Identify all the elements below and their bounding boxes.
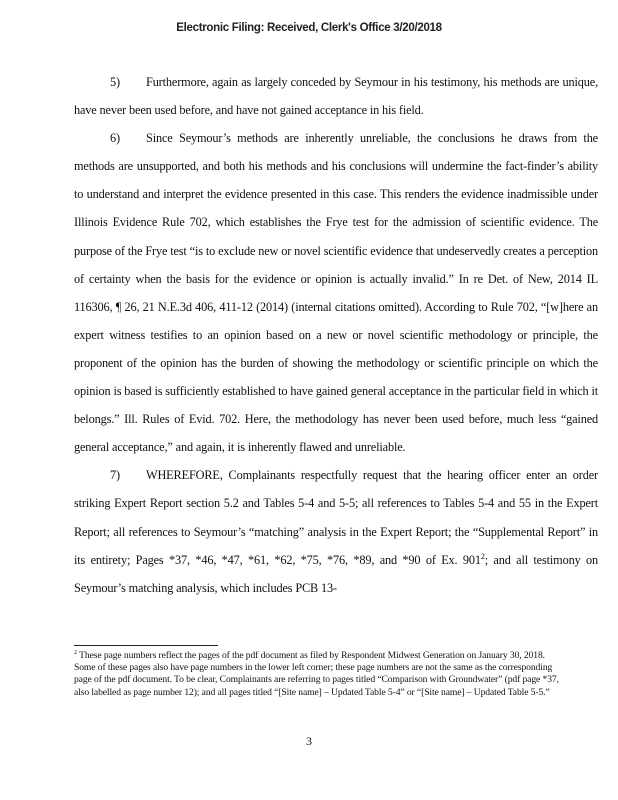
footnote-marker: 2: [74, 648, 78, 656]
paragraph-text: Furthermore, again as largely conceded by Seymour in his testimony, his methods are unique, have never been used before, and have not gained acceptance in his field.: [74, 75, 598, 118]
filing-stamp-header: Electronic Filing: Received, Clerk's Office 3/20/2018: [176, 22, 442, 34]
paragraph-text: WHEREFORE, Complainants respectfully request that the hearing officer enter an order striking Expert Report section 5.2 and Tables 5-4 and 5-5; all references to Tables 5-4 and 55 in the Expert Report; all references to Seymour’s “matching” analysis in the Expert Report; the “Supplemental Report” in its entirety; Pages *37, *46, *47, *61, *62, *75, *76, *89, and *90 of Ex. 901: [74, 468, 598, 567]
footnote: [74, 650, 566, 699]
paragraph-6: [74, 124, 598, 461]
document-body: [74, 68, 598, 602]
paragraph-text-continued: ; and all testimony on Seymour’s matching analysis, which includes PCB 13-: [74, 552, 598, 595]
paragraph-text: Since Seymour’s methods are inherently unreliable, the conclusions he draws from the methods are unsupported, and both his methods and his conclusions will undermine the fact-finder’s ability to understand and interpret the evidence presented in this case. This renders the evidence inadmissible under Illinois Evidence Rule 702, which establishes the Frye test for the admission of scientific evidence. The purpose of the Frye test “is to exclude new or novel scientific evidence that undeservedly creates a perception of certainty when the basis for the evidence or opinion is actually invalid.” In re Det. of New, 2014 IL 116306, ¶ 26, 21 N.E.3d 406, 411-12 (2014) (internal citations omitted). According to Rule 702, “[w]here an expert witness testifies to an opinion based on a new or novel scientific methodology or principle, the proponent of the opinion has the burden of showing the methodology or scientific principle on which the opinion is based is sufficiently established to have gained general acceptance in the particular field in which it belongs.” Ill. Rules of Evid. 702. Here, the methodology has never been used before, much less “gained general acceptance,” and again, it is inherently flawed and unreliable.: [74, 131, 598, 455]
footnote-divider: [74, 645, 218, 646]
paragraph-number: 7): [110, 468, 120, 483]
page-number: 3: [306, 734, 312, 748]
footnote-text: These page numbers reflect the pages of the pdf document as filed by Respondent Midwest Generation on January 30, 2018. Some of these pages also have page numbers in the lower left corner; these page numbers are not the same as the corresponding page of the pdf document. To be clear, Complainants are referring to pages titled “Comparison with Groundwater” (pdf page *37, also labelled as page number 12); and all pages titled “[Site name] – Updated Table 5-4” or “[Site name] – Updated Table 5-5.”: [74, 650, 559, 698]
paragraph-number: 5): [110, 75, 120, 89]
paragraph-5: [74, 68, 598, 124]
paragraph-number: 6): [110, 131, 120, 146]
footnote-section: [74, 650, 566, 699]
footnote-reference: 2: [480, 551, 485, 561]
paragraph-7: [74, 461, 598, 601]
